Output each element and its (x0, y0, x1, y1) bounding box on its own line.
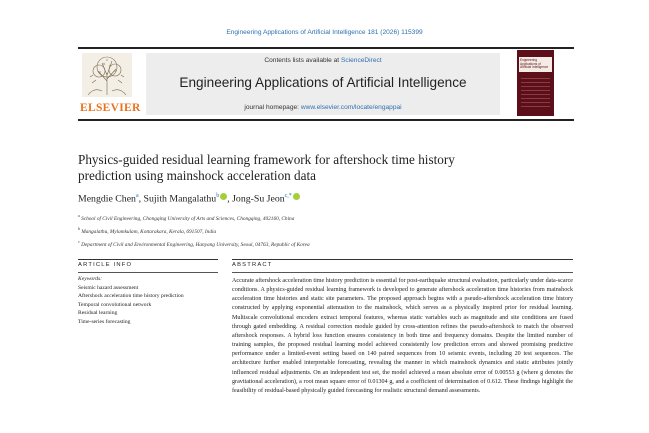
author-affiliation-mark[interactable]: c,* (284, 193, 292, 199)
affiliation-text: Department of Civil and Environmental Engineering, Hanyang University, Seoul, 04763, Republic of Korea (81, 241, 310, 248)
author-name[interactable]: Mengdie Chen (78, 193, 136, 205)
keyword-item: Residual learning (78, 310, 118, 317)
orcid-icon[interactable] (220, 193, 227, 200)
keyword-item: Aftershock acceleration time history prediction (78, 293, 184, 300)
affiliation-item (78, 237, 310, 250)
affiliation-mark: b (78, 225, 80, 231)
paper-title-line-2: prediction using mainshock acceleration data (78, 168, 317, 183)
author-list: Mengdie Chen$^a$, Sujith Mangalathu$^b$ , Jong-Su Jeon$^{c,*}$ (78, 193, 300, 204)
contents-prefix: Contents lists available at (264, 57, 341, 64)
author-affiliation-mark[interactable]: b (216, 193, 220, 199)
keyword-item: Time-series forecasting (78, 318, 131, 325)
affiliation-mark: a (78, 213, 80, 218)
abstract-text: Accurate aftershock acceleration time history prediction is essential for post-earthquake structural evaluation, particularly under data-scarce conditions. A physics-guided residual learning framework is developed to generate aftershock acceleration time histories from mainshock acceleration time histories and static site parameters. The proposed approach begins with a pseudo-aftershock acceleration time history constructed by applying exponential attenuation to the mainshock, which serves as a physically inspired prior for residual learning. Multiscale convolutional encoders extract temporal features, whereas static variables such as magnitude and site conditions are fused through gated embedding. A residual correction module guided by cross-attention refines the pseudo-aftershock to match the observed aftershock responses. A hybrid loss function ensures consistency in both time and frequency domains. Despite the limited number of training samples, the proposed residual learning model achieved consistently low prediction errors and showed promising predictive performance under a limited-event setting based on 140 paired sequences from 10 seismic events, including 20 test sequences. The architecture further enabled interpretable forecasting, revealing the manner in which mainshock dynamics and static attributes jointly influenced residual adjustments. On an independent test set, the model achieved a mean absolute error of 0.00553 g (where g denotes the gravitational acceleration), a root mean square error of 0.01304 g, and a coefficient of determination of 0.612. These findings highlight the feasibility of residual-based physically guided forecasting for realistic structural demand assessments. (232, 278, 573, 394)
cover-title: Engineering Applications of Artificial Intelligence (520, 58, 549, 70)
abstract-heading: ABSTRACT (232, 262, 273, 268)
homepage-line (146, 104, 500, 111)
homepage-prefix: journal homepage: (244, 104, 301, 111)
keyword-item: Seismic hazard assessment (78, 285, 139, 291)
article-info-heading: ARTICLE INFO (78, 262, 133, 268)
header-bottom-rule (78, 119, 574, 121)
journal-masthead (146, 53, 500, 115)
affiliation-item (78, 211, 310, 224)
affiliation-text: School of Civil Engineering, Chongqing University of Arts and Sciences, Chongqing, 402160, China (81, 215, 295, 222)
keywords-list (78, 284, 184, 326)
author-name[interactable]: Sujith Mangalathu (143, 193, 217, 205)
affiliation-mark: c (78, 238, 80, 244)
elsevier-logo[interactable] (80, 53, 141, 115)
paper-title-line-1: Physics-guided residual learning framework for aftershock time history (78, 152, 455, 167)
cover-decoration (521, 78, 550, 110)
article-info-bottom-rule (78, 272, 218, 273)
author-affiliation-mark[interactable]: a (135, 193, 139, 199)
paper-title (78, 152, 548, 184)
affiliations (78, 211, 310, 250)
abstract-top-rule (232, 259, 573, 260)
sciencedirect-link[interactable]: ScienceDirect (340, 57, 382, 64)
journal-header (78, 47, 574, 120)
article-info-top-rule (78, 259, 218, 260)
journal-homepage-link[interactable]: www.elsevier.com/locate/engappai (300, 104, 402, 111)
elsevier-tree-icon (82, 53, 132, 97)
journal-reference[interactable]: Engineering Applications of Artificial Intelligence 181 (2026) 115399 (226, 29, 423, 36)
publisher-name: ELSEVIER (80, 102, 141, 114)
abstract-bottom-rule (232, 272, 573, 273)
orcid-icon[interactable] (293, 193, 300, 200)
contents-line (146, 57, 500, 64)
affiliation-item (78, 224, 310, 237)
header-top-rule (78, 47, 574, 49)
journal-title: Engineering Applications of Artificial Intelligence (179, 75, 467, 90)
affiliation-text: Mangalathu, Mylamkulam, Kottarakara, Kerala, 691507, India (81, 228, 217, 235)
keyword-item: Temporal convolutional network (78, 301, 152, 308)
author-name[interactable]: Jong-Su Jeon (232, 193, 285, 205)
journal-cover-thumbnail[interactable] (517, 50, 554, 116)
keywords-label: Keywords: (78, 276, 103, 282)
